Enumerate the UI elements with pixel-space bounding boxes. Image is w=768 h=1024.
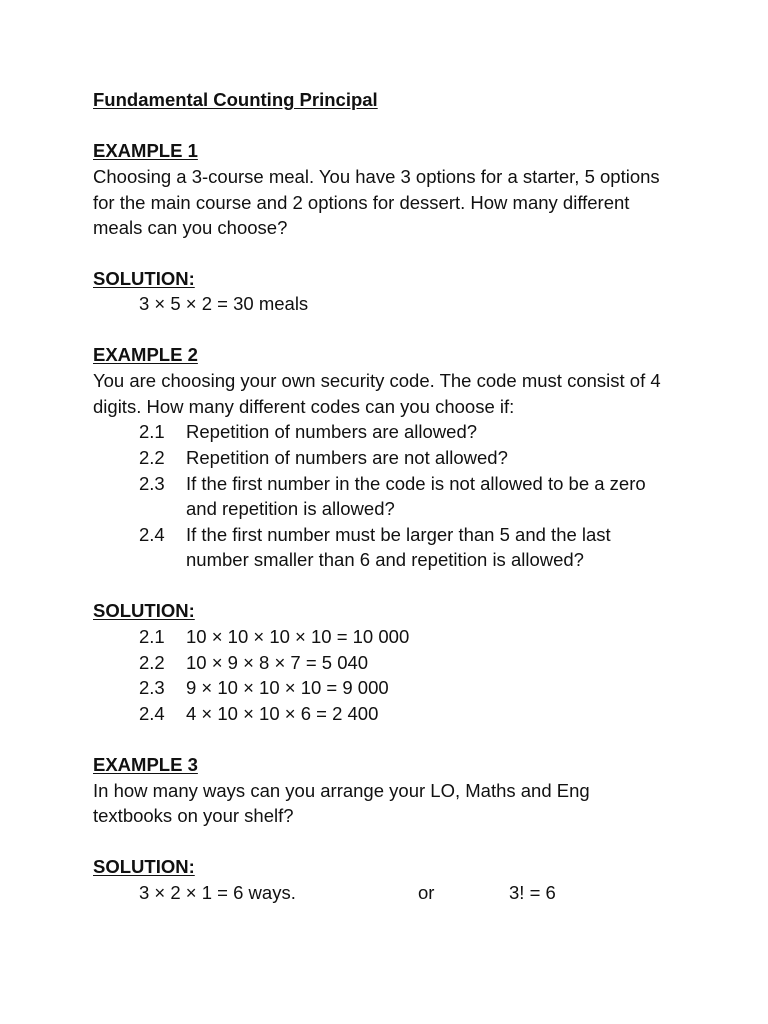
solution-text: 10 × 9 × 8 × 7 = 5 040 — [186, 652, 369, 673]
solution-text: 10 × 10 × 10 × 10 = 10 000 — [186, 626, 410, 647]
question-text: If the first number must be larger than 5 and the last — [186, 524, 611, 545]
question-number: 2.3 — [139, 473, 165, 494]
solution-text: 9 × 10 × 10 × 10 = 9 000 — [186, 677, 389, 698]
question-text: If the first number in the code is not allowed to be a zero — [186, 473, 646, 494]
example-1-solution: 3 × 5 × 2 = 30 meals — [139, 293, 309, 314]
solution-number: 2.2 — [139, 652, 165, 673]
example-3-text-line: textbooks on your shelf? — [93, 805, 294, 826]
example-1-text-line: Choosing a 3-course meal. You have 3 options for a starter, 5 options — [93, 166, 660, 187]
example-3-text-line: In how many ways can you arrange your LO, Maths and Eng — [93, 780, 590, 801]
example-2-heading: EXAMPLE 2 — [93, 344, 198, 365]
solution-number: 2.3 — [139, 677, 165, 698]
question-number: 2.2 — [139, 447, 165, 468]
example-1-text-line: meals can you choose? — [93, 217, 288, 238]
example-1-text-line: for the main course and 2 options for dessert. How many different — [93, 192, 630, 213]
question-text: Repetition of numbers are allowed? — [186, 421, 478, 442]
solution-number: 2.1 — [139, 626, 165, 647]
question-text: Repetition of numbers are not allowed? — [186, 447, 508, 468]
solution-number: 2.4 — [139, 703, 165, 724]
question-number: 2.1 — [139, 421, 165, 442]
page-title: Fundamental Counting Principal — [93, 89, 378, 110]
example-1-solution-heading: SOLUTION: — [93, 268, 195, 289]
example-3-alt-solution: 3! = 6 — [509, 882, 556, 903]
example-3-solution-heading: SOLUTION: — [93, 856, 195, 877]
example-3-heading: EXAMPLE 3 — [93, 754, 198, 775]
or-separator: or — [418, 882, 435, 903]
question-text: number smaller than 6 and repetition is allowed? — [186, 549, 584, 570]
question-number: 2.4 — [139, 524, 165, 545]
example-3-solution: 3 × 2 × 1 = 6 ways. — [139, 882, 296, 903]
question-text: and repetition is allowed? — [186, 498, 395, 519]
example-1-heading: EXAMPLE 1 — [93, 140, 198, 161]
example-2-text-line: digits. How many different codes can you choose if: — [93, 396, 515, 417]
example-2-text-line: You are choosing your own security code. The code must consist of 4 — [93, 370, 661, 391]
example-2-solution-heading: SOLUTION: — [93, 600, 195, 621]
solution-text: 4 × 10 × 10 × 6 = 2 400 — [186, 703, 379, 724]
